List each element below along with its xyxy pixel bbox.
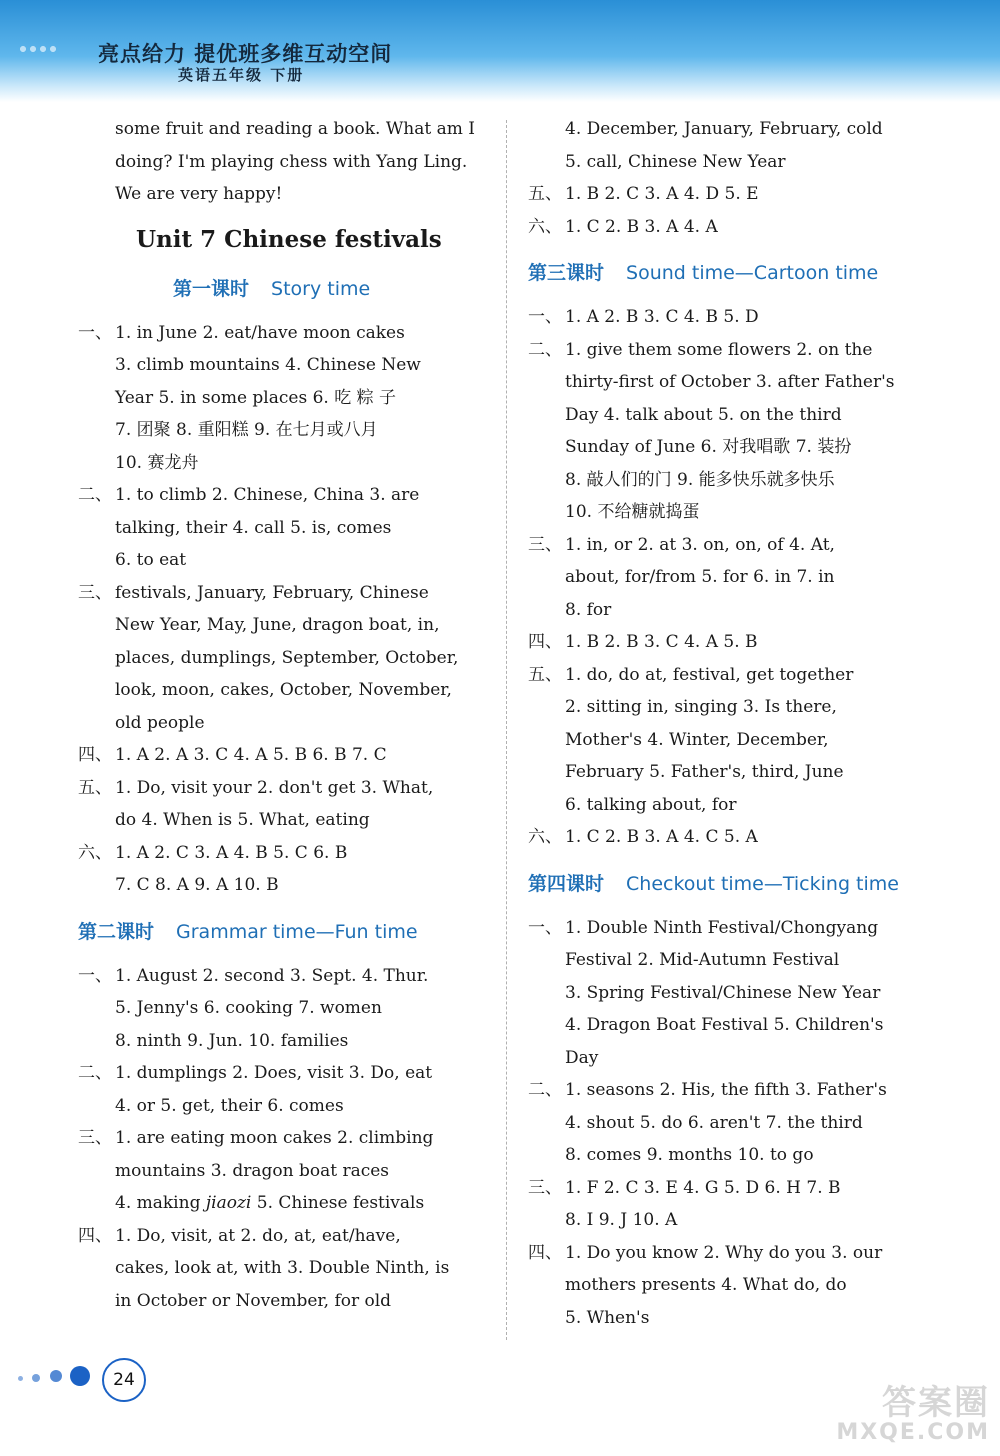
section-number: 六、 — [78, 842, 112, 863]
answer-line — [528, 594, 940, 627]
answer-text: talking, their 4. call 5. is, comes — [115, 517, 392, 538]
answer-item — [528, 334, 940, 367]
answer-line — [78, 178, 490, 211]
section-number: 一、 — [78, 965, 112, 986]
answer-line — [78, 447, 490, 480]
watermark — [836, 1383, 990, 1448]
book-subtitle: 英语五年级 下册 — [178, 66, 305, 84]
answer-text: in October or November, for old — [115, 1290, 392, 1311]
answer-text: 5. call, Chinese New Year — [565, 151, 786, 172]
lesson-number: 第三课时 — [528, 262, 605, 284]
answer-text: Year 5. in some places 6. 吃 粽 子 — [115, 387, 397, 408]
lesson-title: Grammar time—Fun time — [176, 920, 418, 943]
section-number: 四、 — [528, 632, 562, 652]
answer-text: 8. for — [565, 599, 612, 620]
answer-text: 4. making jiaozi 5. Chinese festivals — [115, 1193, 425, 1213]
answer-text: festivals, January, February, Chinese — [115, 582, 429, 603]
answer-line — [78, 707, 490, 740]
lesson-number: 第四课时 — [528, 872, 605, 895]
watermark-url: MXQE.COM — [836, 1420, 990, 1445]
lesson-heading — [528, 257, 940, 289]
answer-text: 1. A 2. C 3. A 4. B 5. C 6. B — [115, 842, 348, 863]
answer-text: look, moon, cakes, October, November, — [115, 680, 452, 700]
section-number: 二、 — [528, 1080, 562, 1100]
dot-icon — [50, 1370, 62, 1382]
answer-item — [528, 659, 940, 692]
answer-text: 3. climb mountains 4. Chinese New — [115, 355, 421, 375]
section-number: 五、 — [528, 664, 562, 685]
section-number: 五、 — [78, 777, 112, 798]
answer-item — [528, 1074, 940, 1107]
answer-text: Mother's 4. Winter, December, — [565, 729, 829, 750]
answer-text: 6. talking about, for — [565, 794, 737, 815]
answer-text: 2. sitting in, singing 3. Is there, — [565, 697, 837, 717]
lesson-number: 第一课时 — [173, 277, 250, 300]
answer-item — [78, 577, 490, 610]
lesson-title: Sound time—Cartoon time — [626, 262, 879, 284]
answer-text: New Year, May, June, dragon boat, in, — [115, 615, 440, 635]
answer-text: 8. ninth 9. Jun. 10. families — [115, 1030, 349, 1051]
answer-item — [528, 1172, 940, 1205]
answer-text: mountains 3. dragon boat races — [115, 1160, 390, 1181]
answer-item — [528, 1237, 940, 1270]
answer-line — [78, 1090, 490, 1123]
dot-icon — [32, 1374, 40, 1382]
answer-line — [528, 1139, 940, 1172]
answer-text: 1. seasons 2. His, the fifth 3. Father's — [565, 1080, 887, 1100]
answer-line — [528, 496, 940, 529]
answer-text: 1. B 2. C 3. A 4. D 5. E — [565, 184, 759, 204]
answer-text: 8. comes 9. months 10. to go — [565, 1145, 814, 1165]
answer-item — [78, 317, 490, 350]
answer-text: 1. in June 2. eat/have moon cakes — [115, 322, 405, 343]
answer-line — [78, 1025, 490, 1058]
left-column — [78, 113, 490, 1317]
lesson-number: 第二课时 — [78, 920, 155, 943]
answer-text: about, for/from 5. for 6. in 7. in — [565, 567, 835, 587]
answer-line — [78, 544, 490, 577]
answer-line — [528, 1302, 940, 1335]
section-number: 六、 — [528, 216, 562, 237]
answer-line — [78, 642, 490, 675]
section-number: 四、 — [78, 745, 112, 765]
answer-item — [78, 960, 490, 993]
answer-line — [78, 1155, 490, 1188]
answer-text: cakes, look at, with 3. Double Ninth, is — [115, 1258, 450, 1278]
answer-text: 1. dumplings 2. Does, visit 3. Do, eat — [115, 1063, 433, 1083]
answer-text: some fruit and reading a book. What am I — [115, 119, 475, 139]
answer-text: 4. Dragon Boat Festival 5. Children's — [565, 1015, 884, 1035]
answer-line — [78, 1252, 490, 1285]
answer-line — [78, 1285, 490, 1318]
answer-line — [528, 399, 940, 432]
answer-text: 7. C 8. A 9. A 10. B — [115, 875, 279, 895]
answer-text: do 4. When is 5. What, eating — [115, 810, 370, 830]
answer-line — [528, 789, 940, 822]
answer-text: 1. A 2. A 3. C 4. A 5. B 6. B 7. C — [115, 745, 387, 765]
answer-item — [528, 821, 940, 854]
answer-text: 1. F 2. C 3. E 4. G 5. D 6. H 7. B — [565, 1177, 841, 1198]
answer-item — [78, 1122, 490, 1155]
unit-title: Unit 7 Chinese festivals — [136, 225, 442, 253]
book-series-title: 亮点给力 提优班多维互动空间 — [98, 42, 393, 66]
page-number: 24 — [102, 1358, 146, 1402]
answer-text: 1. Double Ninth Festival/Chongyang — [565, 917, 879, 938]
section-number: 一、 — [528, 307, 562, 327]
answer-line — [78, 992, 490, 1025]
dot-icon — [18, 1376, 23, 1381]
answer-line — [78, 349, 490, 382]
answer-line — [528, 944, 940, 977]
answer-text: Festival 2. Mid-Autumn Festival — [565, 950, 840, 970]
answer-text: 1. are eating moon cakes 2. climbing — [115, 1128, 434, 1148]
answer-text: 1. in, or 2. at 3. on, on, of 4. At, — [565, 534, 835, 555]
answer-line — [528, 1269, 940, 1302]
answer-item — [528, 178, 940, 211]
page-header — [0, 0, 1000, 102]
answer-item — [78, 1057, 490, 1090]
answer-text: thirty-first of October 3. after Father's — [565, 372, 895, 392]
section-number: 三、 — [528, 534, 562, 555]
answer-item — [78, 739, 490, 772]
answer-line — [528, 977, 940, 1010]
answer-line — [528, 113, 940, 146]
answer-line — [528, 1009, 940, 1042]
answer-text: 1. do, do at, festival, get together — [565, 664, 854, 685]
answer-item — [78, 837, 490, 870]
answer-text: 5. When's — [565, 1307, 650, 1328]
answer-text: 1. B 2. B 3. C 4. A 5. B — [565, 632, 758, 652]
answer-line — [528, 724, 940, 757]
answer-line — [78, 414, 490, 447]
answer-text: 1. Do you know 2. Why do you 3. our — [565, 1242, 883, 1263]
answer-line — [528, 756, 940, 789]
header-decoration — [18, 44, 58, 54]
page-number-badge — [12, 1358, 152, 1402]
section-number: 三、 — [78, 582, 112, 603]
answer-line — [528, 431, 940, 464]
answer-line — [78, 804, 490, 837]
section-number: 三、 — [78, 1128, 112, 1148]
answer-text: 8. I 9. J 10. A — [565, 1210, 678, 1230]
answer-text: old people — [115, 712, 205, 733]
lesson-heading — [78, 916, 490, 948]
answer-line — [528, 1204, 940, 1237]
answer-text: 1. give them some flowers 2. on the — [565, 339, 873, 360]
lesson-title: Story time — [271, 277, 371, 300]
answer-item — [528, 301, 940, 334]
answer-item — [78, 479, 490, 512]
answer-text: Day 4. talk about 5. on the third — [565, 404, 842, 425]
answer-line — [528, 1042, 940, 1075]
answer-text: 1. Do, visit your 2. don't get 3. What, — [115, 777, 434, 798]
answer-text: 4. December, January, February, cold — [565, 119, 883, 139]
section-number: 二、 — [528, 339, 562, 360]
section-number: 四、 — [78, 1225, 112, 1246]
right-column — [528, 113, 940, 1334]
answer-text: Sunday of June 6. 对我唱歌 7. 装扮 — [565, 437, 852, 457]
answer-item — [528, 912, 940, 945]
answer-text: 8. 敲人们的门 9. 能多快乐就多快乐 — [565, 469, 835, 490]
answer-text: We are very happy! — [115, 184, 283, 204]
answer-text: 1. A 2. B 3. C 4. B 5. D — [565, 307, 759, 327]
answer-text: 4. shout 5. do 6. aren't 7. the third — [565, 1112, 863, 1133]
answer-line — [78, 609, 490, 642]
answer-line — [528, 691, 940, 724]
answer-item — [528, 211, 940, 244]
lesson-heading — [528, 868, 940, 900]
watermark-logo-text: 答案圈 — [882, 1383, 990, 1423]
section-number: 二、 — [78, 485, 112, 505]
answer-line — [528, 366, 940, 399]
answer-line — [528, 1107, 940, 1140]
answer-text: 10. 不给糖就捣蛋 — [565, 502, 700, 522]
answer-text: 1. to climb 2. Chinese, China 3. are — [115, 485, 420, 505]
lesson-heading — [78, 273, 490, 305]
section-number: 三、 — [528, 1177, 562, 1198]
answer-line — [78, 113, 490, 146]
answer-item — [78, 772, 490, 805]
answer-text: 4. or 5. get, their 6. comes — [115, 1095, 344, 1116]
section-number: 二、 — [78, 1063, 112, 1083]
answer-line — [78, 146, 490, 179]
answer-line — [528, 464, 940, 497]
answer-text: 1. Do, visit, at 2. do, at, eat/have, — [115, 1225, 401, 1246]
column-divider — [506, 120, 507, 1340]
answer-text: 5. Jenny's 6. cooking 7. women — [115, 998, 382, 1018]
answer-text: 1. C 2. B 3. A 4. A — [565, 216, 718, 237]
answer-line — [528, 146, 940, 179]
answer-text: 10. 赛龙舟 — [115, 452, 199, 473]
answer-item — [78, 1220, 490, 1253]
section-number: 一、 — [528, 917, 562, 938]
answer-line — [78, 512, 490, 545]
answer-text: 1. August 2. second 3. Sept. 4. Thur. — [115, 965, 429, 986]
dot-icon — [70, 1366, 90, 1386]
answer-line — [78, 869, 490, 902]
answer-text: 6. to eat — [115, 550, 187, 570]
answer-line — [78, 1187, 490, 1220]
answer-line — [78, 382, 490, 415]
answer-text: mothers presents 4. What do, do — [565, 1275, 847, 1295]
section-number: 一、 — [78, 322, 112, 343]
answer-text: places, dumplings, September, October, — [115, 647, 459, 668]
lesson-title: Checkout time—Ticking time — [626, 872, 899, 895]
section-number: 五、 — [528, 184, 562, 204]
section-number: 六、 — [528, 827, 562, 847]
answer-line — [78, 674, 490, 707]
section-number: 四、 — [528, 1242, 562, 1263]
answer-text: February 5. Father's, third, June — [565, 762, 844, 782]
answer-text: Day — [565, 1047, 599, 1068]
answer-text: 3. Spring Festival/Chinese New Year — [565, 982, 881, 1003]
answer-text: 7. 团聚 8. 重阳糕 9. 在七月或八月 — [115, 420, 378, 440]
answer-item — [528, 626, 940, 659]
answer-line — [528, 561, 940, 594]
answer-text: doing? I'm playing chess with Yang Ling. — [115, 151, 468, 172]
answer-item — [528, 529, 940, 562]
answer-text: 1. C 2. B 3. A 4. C 5. A — [565, 827, 758, 847]
